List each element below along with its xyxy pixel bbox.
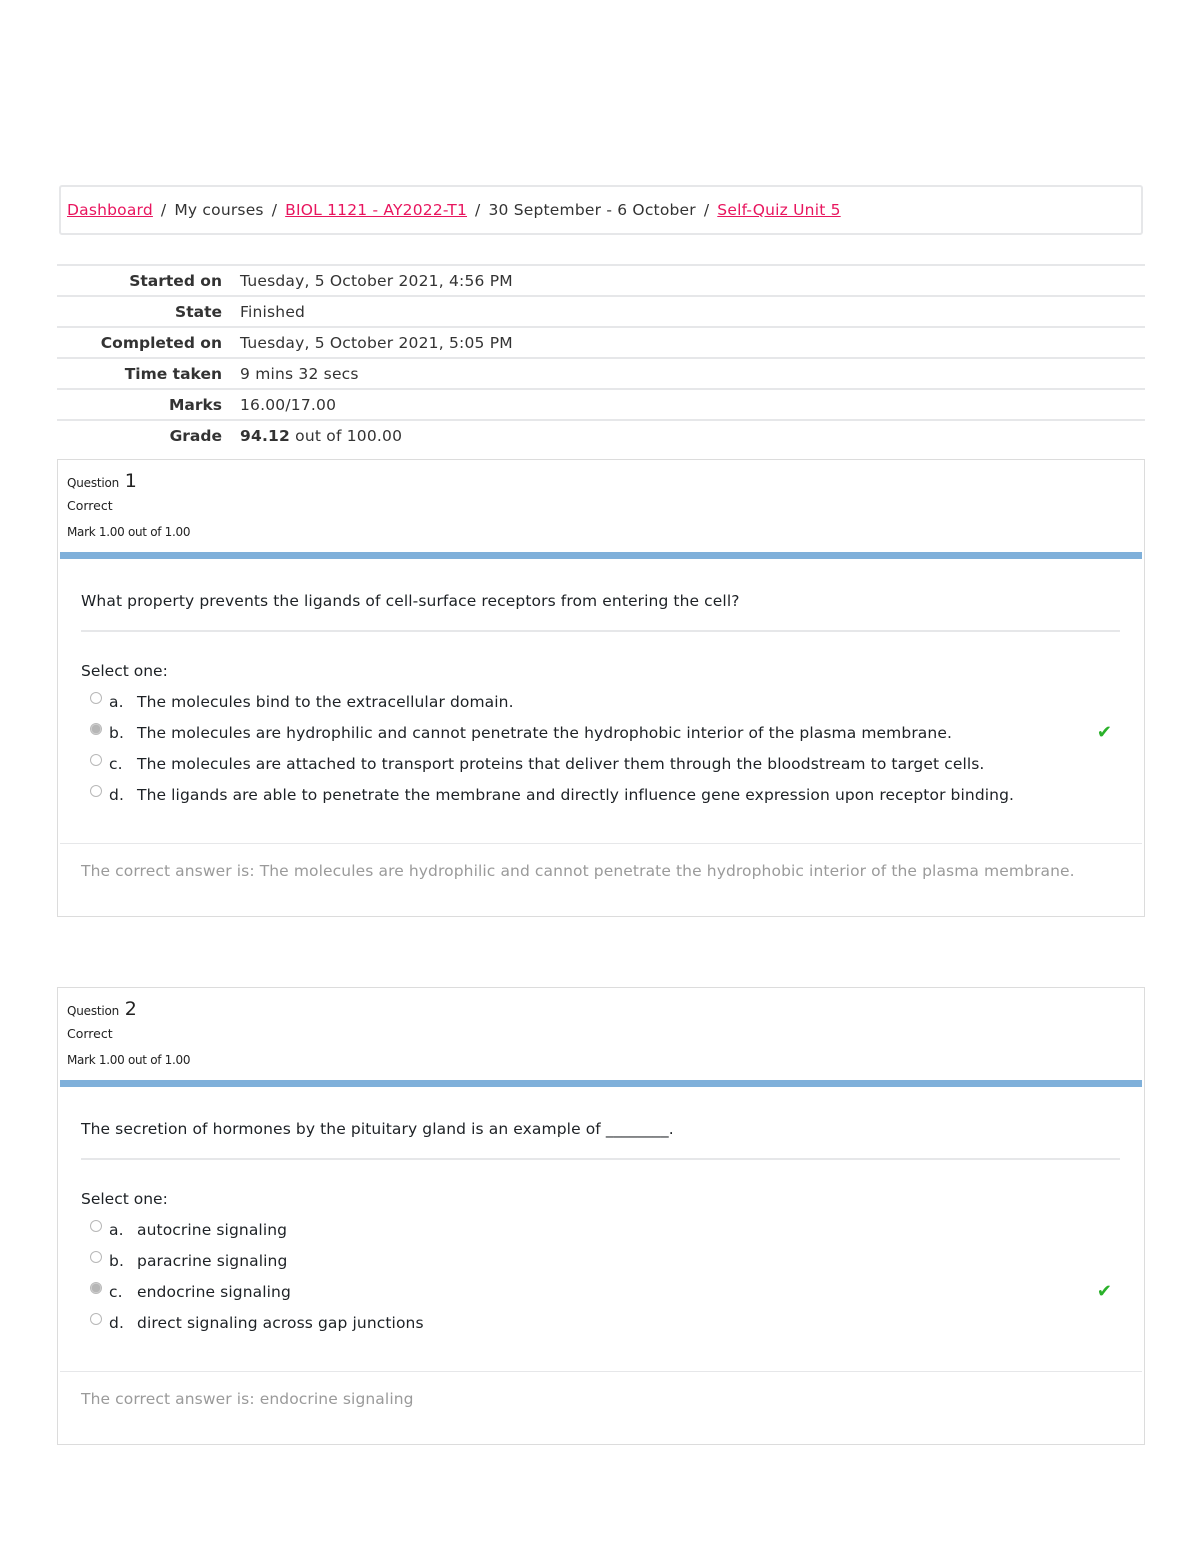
select-prompt: Select one: (81, 1190, 168, 1208)
radio-button[interactable] (90, 754, 102, 766)
answer-text: The molecules are attached to transport proteins that deliver them through the bloodstream to target cells. (137, 754, 985, 773)
answer-option-c[interactable] (60, 1276, 1142, 1307)
radio-button[interactable] (90, 785, 102, 797)
breadcrumb-quiz-link[interactable]: Self-Quiz Unit 5 (717, 201, 841, 219)
question-text: The secretion of hormones by the pituitary gland is an example of ________. (81, 1120, 674, 1138)
correct-answer-feedback: The correct answer is: The molecules are hydrophilic and cannot penetrate the hydrophobic interior of the plasma membrane. (60, 843, 1142, 903)
radio-button[interactable] (90, 1251, 102, 1263)
question-mark: Mark 1.00 out of 1.00 (67, 525, 191, 539)
question-content (60, 1080, 1142, 1431)
state-label: State (175, 302, 222, 321)
answer-text: autocrine signaling (137, 1220, 288, 1239)
summary-row-marks (57, 389, 1145, 420)
grade-out-of: out of 100.00 (290, 426, 403, 445)
answer-letter: a. (109, 1220, 124, 1239)
completed-value: Tuesday, 5 October 2021, 5:05 PM (240, 333, 513, 352)
question-content (60, 552, 1142, 903)
completed-label: Completed on (100, 333, 222, 352)
answer-text: direct signaling across gap junctions (137, 1313, 424, 1332)
question-state: Correct (67, 498, 113, 513)
answer-letter: c. (109, 754, 123, 773)
summary-row-completed (57, 327, 1145, 358)
answer-option-a[interactable] (60, 1214, 1142, 1245)
radio-button-selected[interactable] (90, 723, 102, 735)
answer-list (60, 1214, 1142, 1338)
question-info (58, 988, 1144, 1080)
summary-row-grade (57, 420, 1145, 450)
answer-option-b[interactable] (60, 717, 1142, 748)
radio-button-selected[interactable] (90, 1282, 102, 1294)
started-value: Tuesday, 5 October 2021, 4:56 PM (240, 271, 513, 290)
grade-label: Grade (169, 426, 222, 445)
summary-row-time (57, 358, 1145, 389)
question-info (58, 460, 1144, 552)
question-text: What property prevents the ligands of cell-surface receptors from entering the cell? (81, 592, 740, 610)
answer-letter: a. (109, 692, 124, 711)
question-number: Question 2 (67, 998, 137, 1020)
breadcrumb (59, 185, 1143, 235)
time-taken-label: Time taken (124, 364, 222, 383)
breadcrumb-course-link[interactable]: BIOL 1121 - AY2022-T1 (285, 201, 468, 219)
breadcrumb-separator: / (160, 201, 167, 219)
question-2 (57, 987, 1145, 1445)
answer-list (60, 686, 1142, 810)
check-icon: ✔ (1096, 1281, 1112, 1302)
answer-letter: d. (109, 1313, 124, 1332)
answer-text: endocrine signaling (137, 1282, 291, 1301)
radio-button[interactable] (90, 1220, 102, 1232)
answer-option-b[interactable] (60, 1245, 1142, 1276)
question-number: Question 1 (67, 470, 137, 492)
correct-answer-feedback: The correct answer is: endocrine signaling (60, 1371, 1142, 1431)
marks-label: Marks (168, 395, 222, 414)
answer-option-c[interactable] (60, 748, 1142, 779)
grade-value (240, 420, 1145, 450)
answer-option-a[interactable] (60, 686, 1142, 717)
breadcrumb-separator: / (271, 201, 278, 219)
summary-row-state (57, 296, 1145, 327)
summary-row-started (57, 265, 1145, 296)
select-prompt: Select one: (81, 662, 168, 680)
answer-text: The ligands are able to penetrate the membrane and directly influence gene expression upon receptor binding. (137, 785, 1015, 804)
answer-option-d[interactable] (60, 779, 1142, 810)
question-state: Correct (67, 1026, 113, 1041)
answer-text: The molecules bind to the extracellular domain. (137, 692, 514, 711)
answer-letter: d. (109, 785, 124, 804)
answer-option-d[interactable] (60, 1307, 1142, 1338)
breadcrumb-separator: / (475, 201, 481, 219)
check-icon: ✔ (1096, 722, 1112, 743)
breadcrumb-dashboard-link[interactable]: Dashboard (67, 201, 153, 219)
breadcrumb-separator: / (703, 201, 710, 219)
started-label: Started on (129, 271, 222, 290)
radio-button[interactable] (90, 692, 102, 704)
time-taken-value: 9 mins 32 secs (240, 364, 359, 383)
answer-text: paracrine signaling (137, 1251, 288, 1270)
answer-letter: b. (109, 723, 124, 742)
question-1 (57, 459, 1145, 917)
answer-text: The molecules are hydrophilic and cannot penetrate the hydrophobic interior of the plasma membrane. (137, 723, 952, 742)
grade-score: 94.12 (240, 426, 291, 445)
radio-button[interactable] (90, 1313, 102, 1325)
question-mark: Mark 1.00 out of 1.00 (67, 1053, 191, 1067)
breadcrumb-my-courses: My courses (174, 201, 264, 219)
breadcrumb-week: 30 September - 6 October (488, 201, 696, 219)
attempt-summary-table (57, 264, 1145, 450)
answer-letter: b. (109, 1251, 124, 1270)
answer-letter: c. (109, 1282, 123, 1301)
state-value: Finished (240, 302, 306, 321)
marks-value: 16.00/17.00 (240, 395, 337, 414)
